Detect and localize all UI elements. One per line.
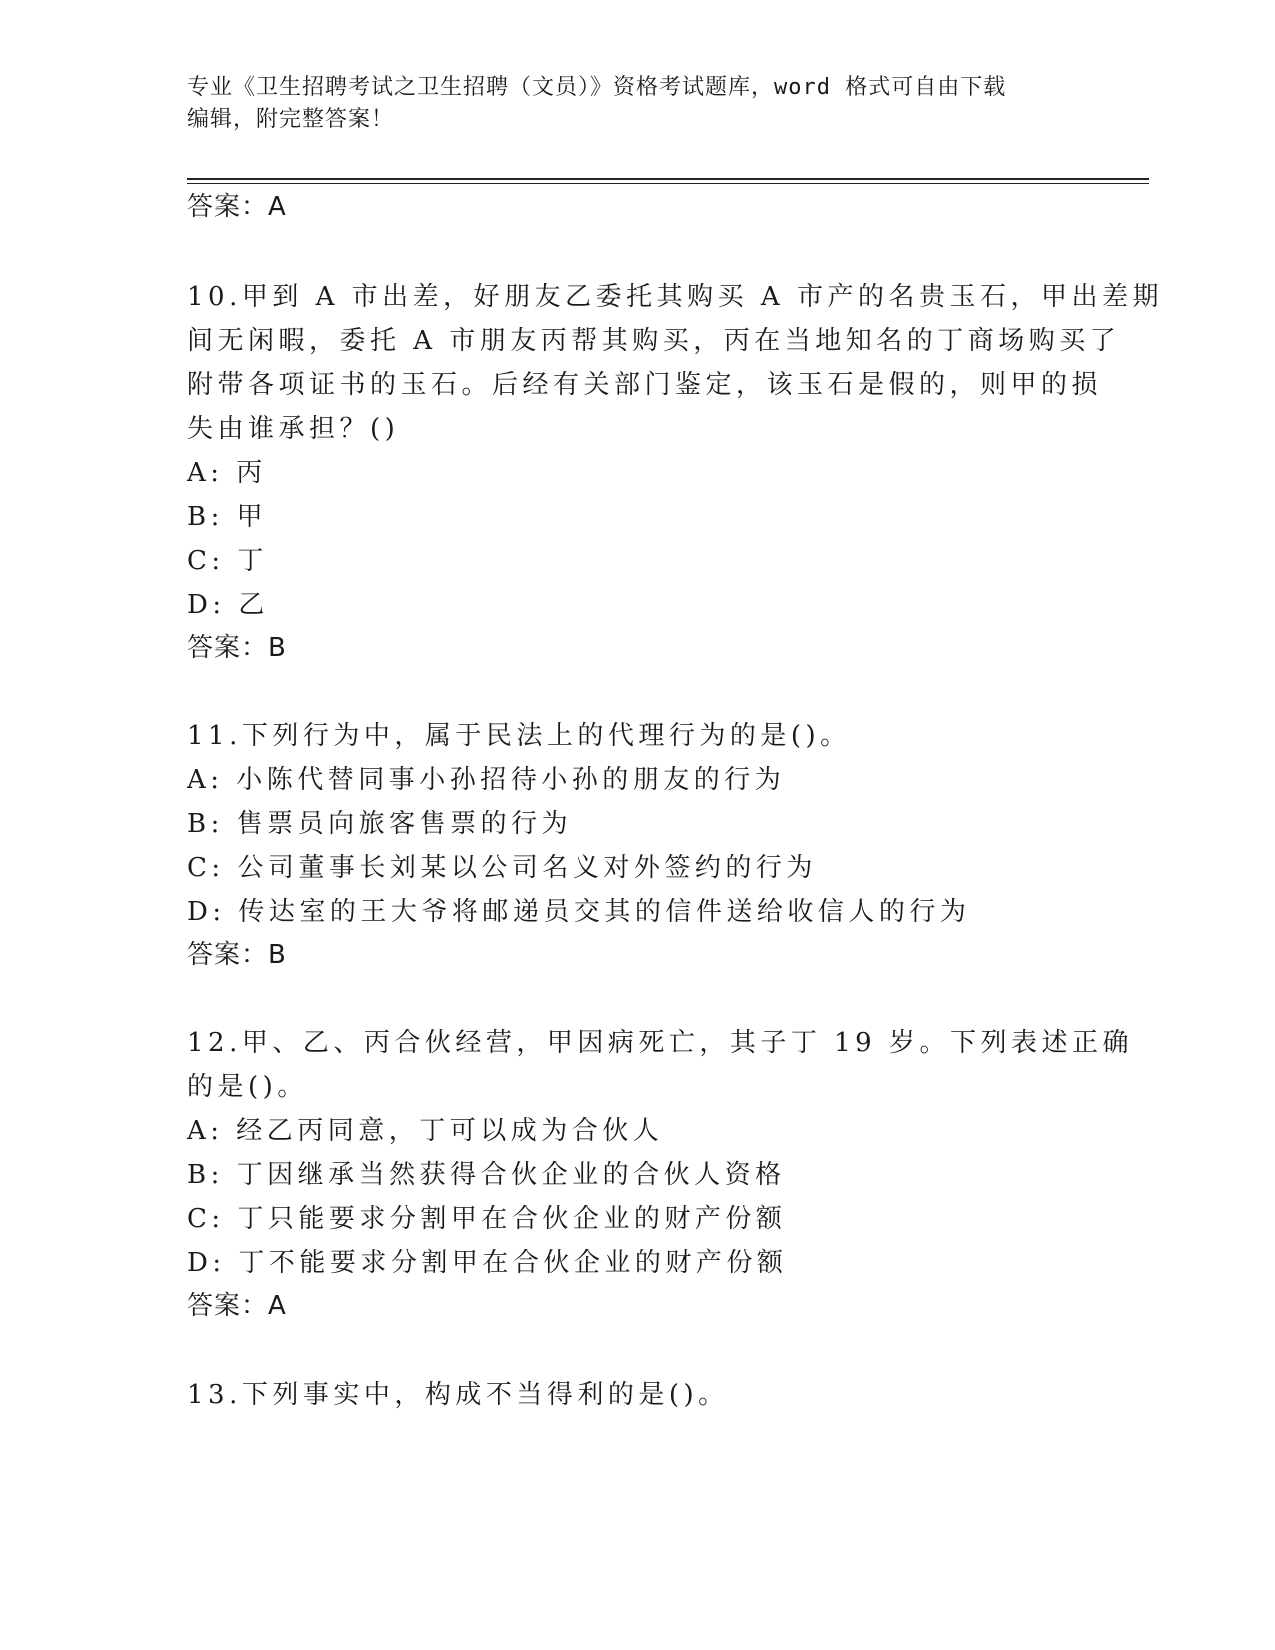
document-header <box>187 72 1067 136</box>
question-11-answer: 答案：B <box>187 940 287 970</box>
question-12-line-2: 的是()。 <box>187 1072 308 1102</box>
question-10-answer: 答案：B <box>187 633 287 663</box>
question-12-option-b: B: 丁因继承当然获得合伙企业的合伙人资格 <box>187 1160 786 1190</box>
question-10-line-1: 10.甲到 A 市出差，好朋友乙委托其购买 A 市产的名贵玉石，甲出差期 <box>187 282 1163 312</box>
question-10-option-d: D: 乙 <box>187 590 269 620</box>
question-10-option-a: A: 丙 <box>187 458 267 488</box>
question-10-option-c: C: 丁 <box>187 546 268 576</box>
question-12-option-d: D: 丁不能要求分割甲在合伙企业的财产份额 <box>187 1248 788 1278</box>
question-12-option-a: A: 经乙丙同意，丁可以成为合伙人 <box>187 1116 664 1146</box>
header-rule-thick <box>187 178 1149 180</box>
header-line-1: 专业《卫生招聘考试之卫生招聘（文员）》资格考试题库，word 格式可自由下载 <box>187 75 1007 100</box>
question-10-line-4: 失由谁承担？() <box>187 414 400 444</box>
question-10-option-b: B: 甲 <box>187 502 268 532</box>
question-12-answer: 答案：A <box>187 1291 287 1321</box>
question-11-line-1: 11.下列行为中，属于民法上的代理行为的是()。 <box>187 721 851 751</box>
question-11-option-d: D: 传达室的王大爷将邮递员交其的信件送给收信人的行为 <box>187 897 971 927</box>
question-11-option-b: B: 售票员向旅客售票的行为 <box>187 809 573 839</box>
question-12-option-c: C: 丁只能要求分割甲在合伙企业的财产份额 <box>187 1204 787 1234</box>
previous-answer: 答案：A <box>187 192 287 222</box>
question-10-line-3: 附带各项证书的玉石。后经有关部门鉴定，该玉石是假的，则甲的损 <box>187 370 1103 400</box>
question-10-line-2: 间无闲暇，委托 A 市朋友丙帮其购买，丙在当地知名的丁商场购买了 <box>187 326 1121 356</box>
question-11-option-a: A: 小陈代替同事小孙招待小孙的朋友的行为 <box>187 765 786 795</box>
question-12-line-1: 12.甲、乙、丙合伙经营，甲因病死亡，其子丁 19 岁。下列表述正确 <box>187 1028 1133 1058</box>
header-line-2: 编辑，附完整答案！ <box>187 107 395 132</box>
question-11-option-c: C: 公司董事长刘某以公司名义对外签约的行为 <box>187 853 817 883</box>
question-13-line-1: 13.下列事实中，构成不当得利的是()。 <box>187 1380 729 1410</box>
header-rule-thin <box>187 183 1149 184</box>
